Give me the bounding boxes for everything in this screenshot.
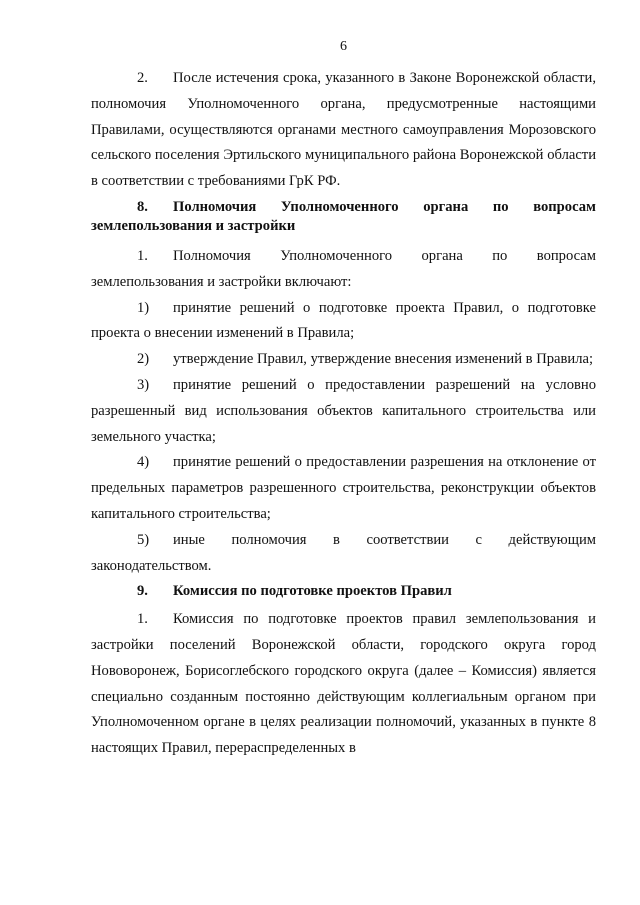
- list-item-2: [91, 347, 596, 373]
- paragraph-2-transition: [91, 66, 596, 195]
- list-item-1: [91, 296, 596, 348]
- list-item-3: [91, 373, 596, 450]
- section-title: Полномочия Уполномоченного органа по вопросам землепользования и застройки: [91, 198, 596, 234]
- section-9-heading: [91, 579, 596, 605]
- paragraph-text: утверждение Правил, утверждение внесения изменений в Правила;: [173, 351, 594, 368]
- section-8-heading: [91, 198, 596, 236]
- item-number: 3): [137, 376, 150, 393]
- list-item-5: [91, 528, 596, 580]
- list-item-4: [91, 450, 596, 527]
- item-number: 2.: [137, 70, 148, 86]
- section-title: Комиссия по подготовке проектов Правил: [173, 583, 452, 600]
- item-number: 1.: [137, 247, 148, 264]
- section-number: 8.: [137, 198, 148, 215]
- item-number: 1.: [137, 611, 148, 628]
- section-number: 9.: [137, 583, 148, 600]
- paragraph-text: принятие решений о подготовке проекта Правил, о подготовке проекта о внесении изменений в Правила;: [91, 299, 596, 342]
- page-number: 6: [340, 39, 347, 54]
- item-number: 4): [137, 454, 150, 471]
- paragraph-8-1: [91, 244, 596, 296]
- item-number: 1): [137, 299, 150, 316]
- paragraph-text: принятие решений о предоставлении разрешения на отклонение от предельных параметров разрешенного строительства, реконструкции объектов капитального строительства;: [91, 454, 596, 522]
- paragraph-text: иные полномочия в соответствии с действующим законодательством.: [91, 531, 596, 574]
- paragraph-text: принятие решений о предоставлении разрешений на условно разрешенный вид использования объектов капитального строительства или земельного участка;: [91, 376, 596, 445]
- item-number: 5): [137, 531, 150, 548]
- item-number: 2): [137, 351, 150, 368]
- paragraph-text: Комиссия по подготовке проектов правил землепользования и застройки поселений Воронежской области, городского округа город Нововоронеж, Борисоглебского городского округа (далее – Комиссия) является специально созданным постоянно действующим коллегиальным органом при Уполномоченном органе в целях реализации полномочий, указанных в пункте 8 настоящих Правил, перераспределенных в: [91, 611, 596, 757]
- paragraph-9-1: [91, 607, 596, 762]
- paragraph-text: Полномочия Уполномоченного органа по вопросам землепользования и застройки включают:: [91, 247, 596, 290]
- paragraph-text: После истечения срока, указанного в Законе Воронежской области, полномочия Уполномоченного органа, предусмотренные настоящими Правилами, осуществляются органами местного самоуправления Морозовского сельского поселения Эртильского муниципального района Воронежской области в соответствии с требованиями ГрК РФ.: [91, 70, 596, 190]
